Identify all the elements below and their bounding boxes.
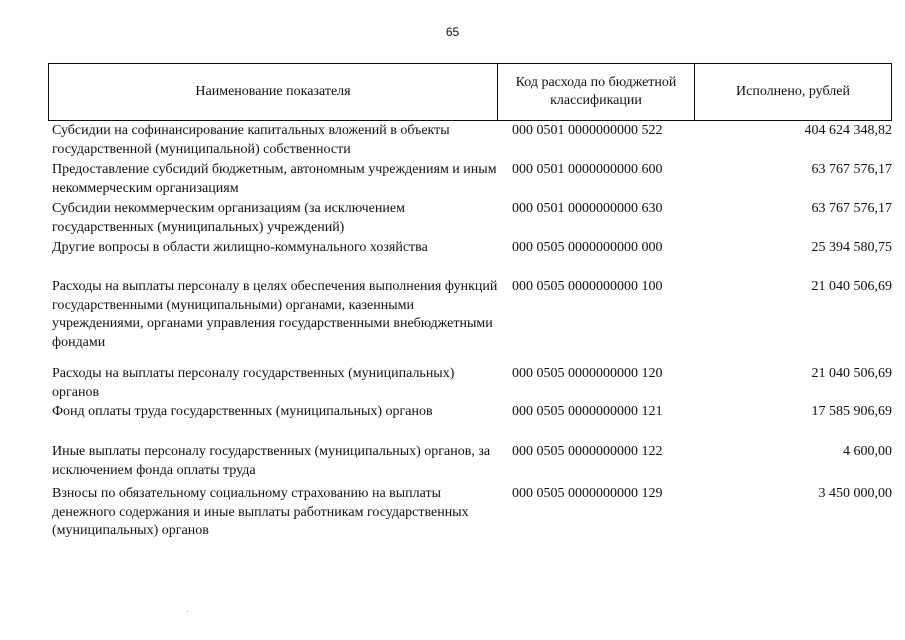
row-name: Расходы на выплаты персоналу государственных (муниципальных) органов (52, 366, 455, 400)
row-code: 000 0501 0000000000 600 (512, 162, 663, 177)
row-name: Взносы по обязательному социальному страхованию на выплаты денежного содержания и иные выплаты работникам государственных (муниципальных) органов (52, 486, 469, 538)
row-amount: 63 767 576,17 (811, 162, 892, 177)
row-code: 000 0501 0000000000 630 (512, 201, 663, 216)
row-code: 000 0505 0000000000 120 (512, 366, 663, 381)
row-code: 000 0505 0000000000 122 (512, 444, 663, 459)
row-amount: 3 450 000,00 (818, 486, 892, 501)
header-code: Код расхода по бюджетной классификации (498, 64, 695, 120)
row-name: Фонд оплаты труда государственных (муниципальных) органов (52, 404, 433, 419)
row-name: Субсидии некоммерческим организациям (за исключением государственных (муниципальных) учреждений) (52, 201, 405, 235)
row-code: 000 0505 0000000000 129 (512, 486, 663, 501)
row-amount: 21 040 506,69 (811, 279, 892, 294)
row-code: 000 0505 0000000000 100 (512, 279, 663, 294)
table-header (48, 63, 892, 121)
row-amount: 21 040 506,69 (811, 366, 892, 381)
row-name: Расходы на выплаты персоналу в целях обеспечения выполнения функций государственными (муниципальными) органами, казенными учреждениями, органами управления государственными внебюджетными фондами (52, 279, 498, 350)
row-amount: 4 600,00 (843, 444, 892, 459)
row-name: Субсидии на софинансирование капитальных вложений в объекты государственной (муниципальной) собственности (52, 123, 450, 157)
row-amount: 404 624 348,82 (804, 123, 892, 138)
row-name: Предоставление субсидий бюджетным, автономным учреждениям и иным некоммерческим организациям (52, 162, 497, 196)
row-amount: 63 767 576,17 (811, 201, 892, 216)
row-amount: 17 585 906,69 (811, 404, 892, 419)
row-name: Другие вопросы в области жилищно-коммунального хозяйства (52, 240, 428, 255)
header-amount: Исполнено, рублей (736, 84, 850, 99)
page-number: 65 (445, 25, 460, 39)
row-code: 000 0505 0000000000 121 (512, 404, 663, 419)
scan-dot (187, 611, 188, 612)
row-name: Иные выплаты персоналу государственных (муниципальных) органов, за исключением фонда оплаты труда (52, 444, 491, 478)
row-code: 000 0505 0000000000 000 (512, 240, 663, 255)
row-amount: 25 394 580,75 (811, 240, 892, 255)
row-code: 000 0501 0000000000 522 (512, 123, 663, 138)
header-name: Наименование показателя (49, 64, 498, 120)
